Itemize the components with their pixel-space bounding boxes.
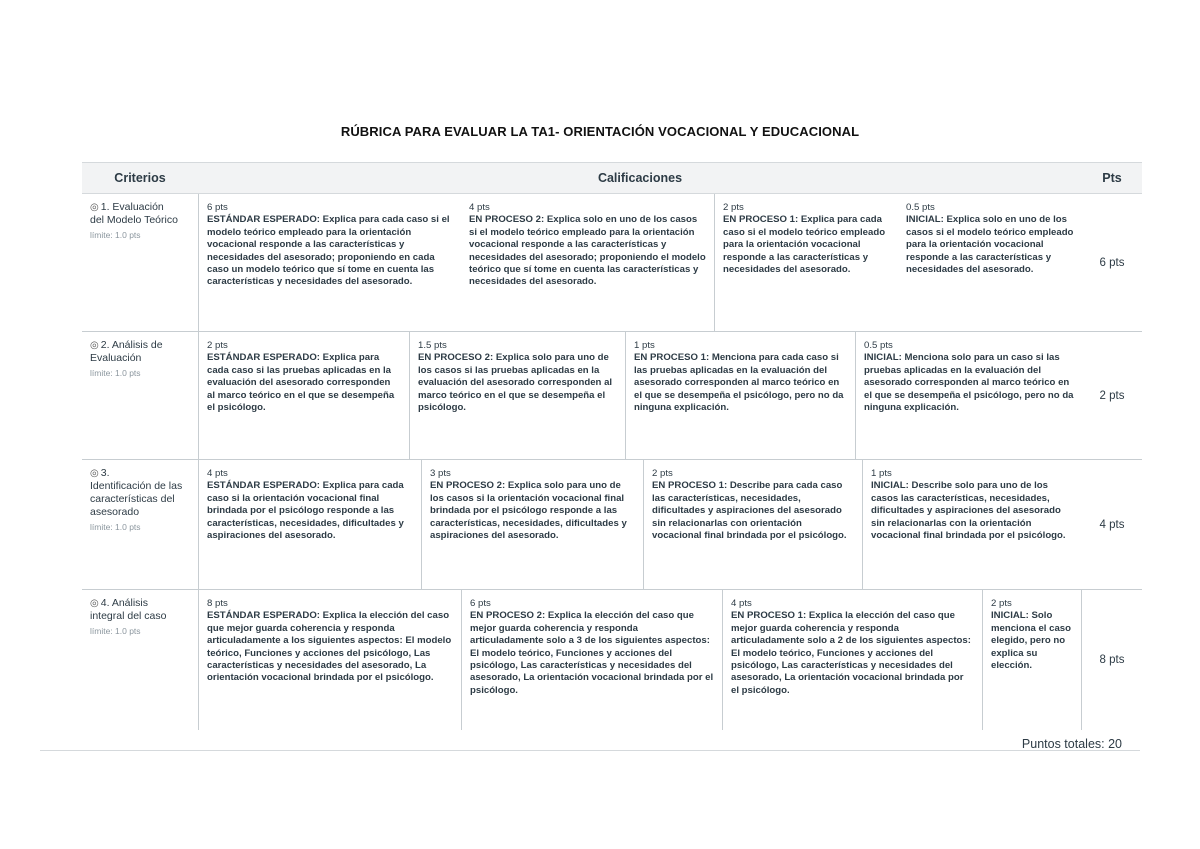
rating-points: 8 pts (207, 598, 228, 609)
rating-description: Explica para cada caso si la orientación vocacional final brindada por el psicólogo responde a las características, necesidades, dificultades y aspiraciones del asesorado. (207, 480, 404, 542)
rating-description: Explica para cada caso si las pruebas aplicadas en la evaluación del asesorado corresponden al marco teórico en el que se desempeña el psicólogo. (207, 352, 395, 414)
header-ratings: Calificaciones (597, 171, 683, 185)
criterion-name-rest: Identificación de las características del asesorado (90, 480, 183, 518)
ratings-cell (198, 194, 1082, 331)
rating-level: EN PROCESO 2: (418, 352, 496, 364)
rating-description: Describe para cada caso las características, necesidades, dificultades y aspiraciones del asesorado sin relacionarlas con orientación vocacional final brindada por el psicólogo. (652, 480, 847, 542)
criterion-limit: límite: 1.0 pts (90, 626, 141, 636)
rating-description: Explica para cada caso si el modelo teórico empleado para la orientación vocacional responde a las características y necesidades del asesorado. (723, 214, 886, 276)
rating-description: Explica la elección del caso que mejor guarda coherencia y responda articuladamente solo a 3 de los siguientes aspectos: El modelo teórico, Funciones y acciones del psicólogo, Las características y necesidades del asesorado, La orientación vocacional brindada por el psicólogo. (470, 610, 714, 696)
rating-level: INICIAL: (906, 214, 947, 226)
rating-level: ESTÁNDAR ESPERADO: (207, 480, 323, 492)
target-icon: ◎ (90, 202, 99, 213)
rating-level: INICIAL: (871, 480, 912, 492)
target-icon: ◎ (90, 598, 99, 609)
rating-points: 6 pts (207, 202, 228, 213)
rating-option[interactable] (714, 194, 898, 331)
rating-option[interactable] (199, 590, 461, 730)
rating-level: INICIAL: (864, 352, 905, 364)
rating-description: Menciona para cada caso si las pruebas aplicadas en la evaluación del asesorado corresponden al marco teórico en el que se desempeña el psicólogo, pero no da ninguna explicación. (634, 352, 844, 414)
rating-description: Explica la elección del caso que mejor guarda coherencia y responda articuladamente a los siguientes aspectos: El modelo teórico, Funciones y acciones del psicólogo, Las características y necesidades del asesorado, La orientación vocacional brindada por el psicólogo. (207, 610, 452, 684)
rating-level: EN PROCESO 2: (470, 610, 548, 622)
rating-points: 2 pts (207, 340, 228, 351)
rating-points: 1.5 pts (418, 340, 447, 351)
criterion-cell (82, 590, 198, 730)
rating-points: 2 pts (991, 598, 1012, 609)
rating-description: Explica para cada caso si el modelo teórico empleado para la orientación vocacional responde a las características y necesidades del asesorado; proponiendo en cada caso un modelo teórico que sí tome en cuenta las características y necesidades del asesorado. (207, 214, 450, 288)
total-points: Puntos totales: 20 (1021, 737, 1122, 751)
rating-description: Explica la elección del caso que mejor guarda coherencia y responda articuladamente solo a 2 de los siguientes aspectos: El modelo teórico, Funciones y acciones del psicólogo, Las características y necesidades del asesorado, La orientación vocacional brindada por el psicólogo. (731, 610, 971, 696)
rating-points: 2 pts (652, 468, 673, 479)
rating-option[interactable] (625, 332, 855, 459)
rating-points: 6 pts (470, 598, 491, 609)
rating-description: Explica solo en uno de los casos si el modelo teórico empleado para la orientación vocacional responde a las características y necesidades del asesorado. (906, 214, 1074, 276)
rubric-row (82, 460, 1142, 590)
rating-level: EN PROCESO 1: (634, 352, 712, 364)
rating-level: EN PROCESO 1: (731, 610, 809, 622)
row-points: 8 pts (1081, 590, 1142, 730)
rating-description: Menciona solo para un caso si las pruebas aplicadas en la evaluación del asesorado corresponden al marco teórico en el que se desempeña el psicólogo, pero no da ninguna explicación. (864, 352, 1074, 414)
rubric-row (82, 590, 1142, 730)
ratings-cell (198, 460, 1082, 589)
ratings-cell (198, 332, 1082, 459)
rating-option[interactable] (898, 194, 1082, 331)
rating-points: 0.5 pts (906, 202, 935, 213)
rating-level: EN PROCESO 1: (723, 214, 801, 226)
rating-points: 4 pts (731, 598, 752, 609)
criterion-name-rest: integral del caso (90, 610, 167, 622)
rating-option[interactable] (199, 332, 409, 459)
criterion-cell (82, 332, 198, 459)
criterion-name: 3. (100, 467, 110, 479)
rating-level: ESTÁNDAR ESPERADO: (207, 214, 323, 226)
rubric-row (82, 332, 1142, 460)
row-points: 2 pts (1099, 389, 1125, 402)
criterion-name-rest: del Modelo Teórico (90, 214, 178, 226)
header-criteria: Criterios (114, 171, 166, 185)
rating-option[interactable] (409, 332, 625, 459)
rating-option[interactable] (643, 460, 862, 589)
rating-option[interactable] (722, 590, 982, 730)
criterion-name: 1. Evaluación (100, 201, 164, 213)
criterion-limit: límite: 1.0 pts (90, 522, 141, 532)
rubric-header (82, 162, 1142, 194)
rating-level: ESTÁNDAR ESPERADO: (207, 610, 323, 622)
rating-description: Explica solo para uno de los casos si la orientación vocacional final brindada por el psicólogo responde a las características, necesidades, dificultades y aspiraciones del asesorado. (430, 480, 627, 542)
rating-level: EN PROCESO 1: (652, 480, 730, 492)
rating-option[interactable] (199, 194, 461, 331)
rating-option[interactable] (862, 460, 1082, 589)
rubric-table (82, 162, 1142, 730)
rating-points: 1 pts (634, 340, 655, 351)
rating-description: Explica solo en uno de los casos si el modelo teórico empleado para la orientación vocacional responde a las características y necesidades del asesorado; proponiendo el modelo teórico que sí tome en cuenta las características y necesidades del asesorado. (469, 214, 706, 288)
rating-points: 0.5 pts (864, 340, 893, 351)
ratings-cell (198, 590, 1081, 730)
criterion-limit: límite: 1.0 pts (90, 368, 141, 378)
rating-description: Solo menciona el caso elegido, pero no explica su elección. (991, 610, 1071, 672)
target-icon: ◎ (90, 340, 99, 351)
criterion-name-rest: Evaluación (90, 352, 142, 364)
criterion-cell (82, 194, 198, 331)
rubric-row (82, 194, 1142, 332)
row-points: 4 pts (1099, 518, 1125, 531)
rating-points: 4 pts (207, 468, 228, 479)
rating-level: INICIAL: (991, 610, 1032, 622)
divider (40, 750, 1140, 751)
rating-description: Explica solo para uno de los casos si las pruebas aplicadas en la evaluación del asesorado corresponden al marco teórico en el que se desempeña el psicólogo. (418, 352, 613, 414)
rating-description: Describe solo para uno de los casos las características, necesidades, dificultades y aspiraciones del asesorado sin relacionarlas con la orientación vocacional final brindada por el psicólogo. (871, 480, 1066, 542)
criterion-limit: límite: 1.0 pts (90, 230, 141, 240)
rating-option[interactable] (982, 590, 1081, 730)
rating-points: 1 pts (871, 468, 892, 479)
rating-option[interactable] (199, 460, 421, 589)
target-icon: ◎ (90, 468, 99, 479)
rating-points: 3 pts (430, 468, 451, 479)
header-points: Pts (1102, 171, 1122, 185)
rating-level: ESTÁNDAR ESPERADO: (207, 352, 323, 364)
rating-option[interactable] (855, 332, 1082, 459)
row-points: 6 pts (1099, 256, 1125, 269)
rating-level: EN PROCESO 2: (430, 480, 508, 492)
rating-option[interactable] (421, 460, 643, 589)
rating-option[interactable] (461, 194, 714, 331)
rating-points: 2 pts (723, 202, 744, 213)
criterion-name: 2. Análisis de (100, 339, 163, 351)
criterion-name: 4. Análisis (100, 597, 149, 609)
rating-level: EN PROCESO 2: (469, 214, 547, 226)
document-title: RÚBRICA PARA EVALUAR LA TA1- ORIENTACIÓN VOCACIONAL Y EDUCACIONAL (340, 124, 860, 139)
rating-option[interactable] (461, 590, 722, 730)
criterion-cell (82, 460, 198, 589)
rating-points: 4 pts (469, 202, 490, 213)
